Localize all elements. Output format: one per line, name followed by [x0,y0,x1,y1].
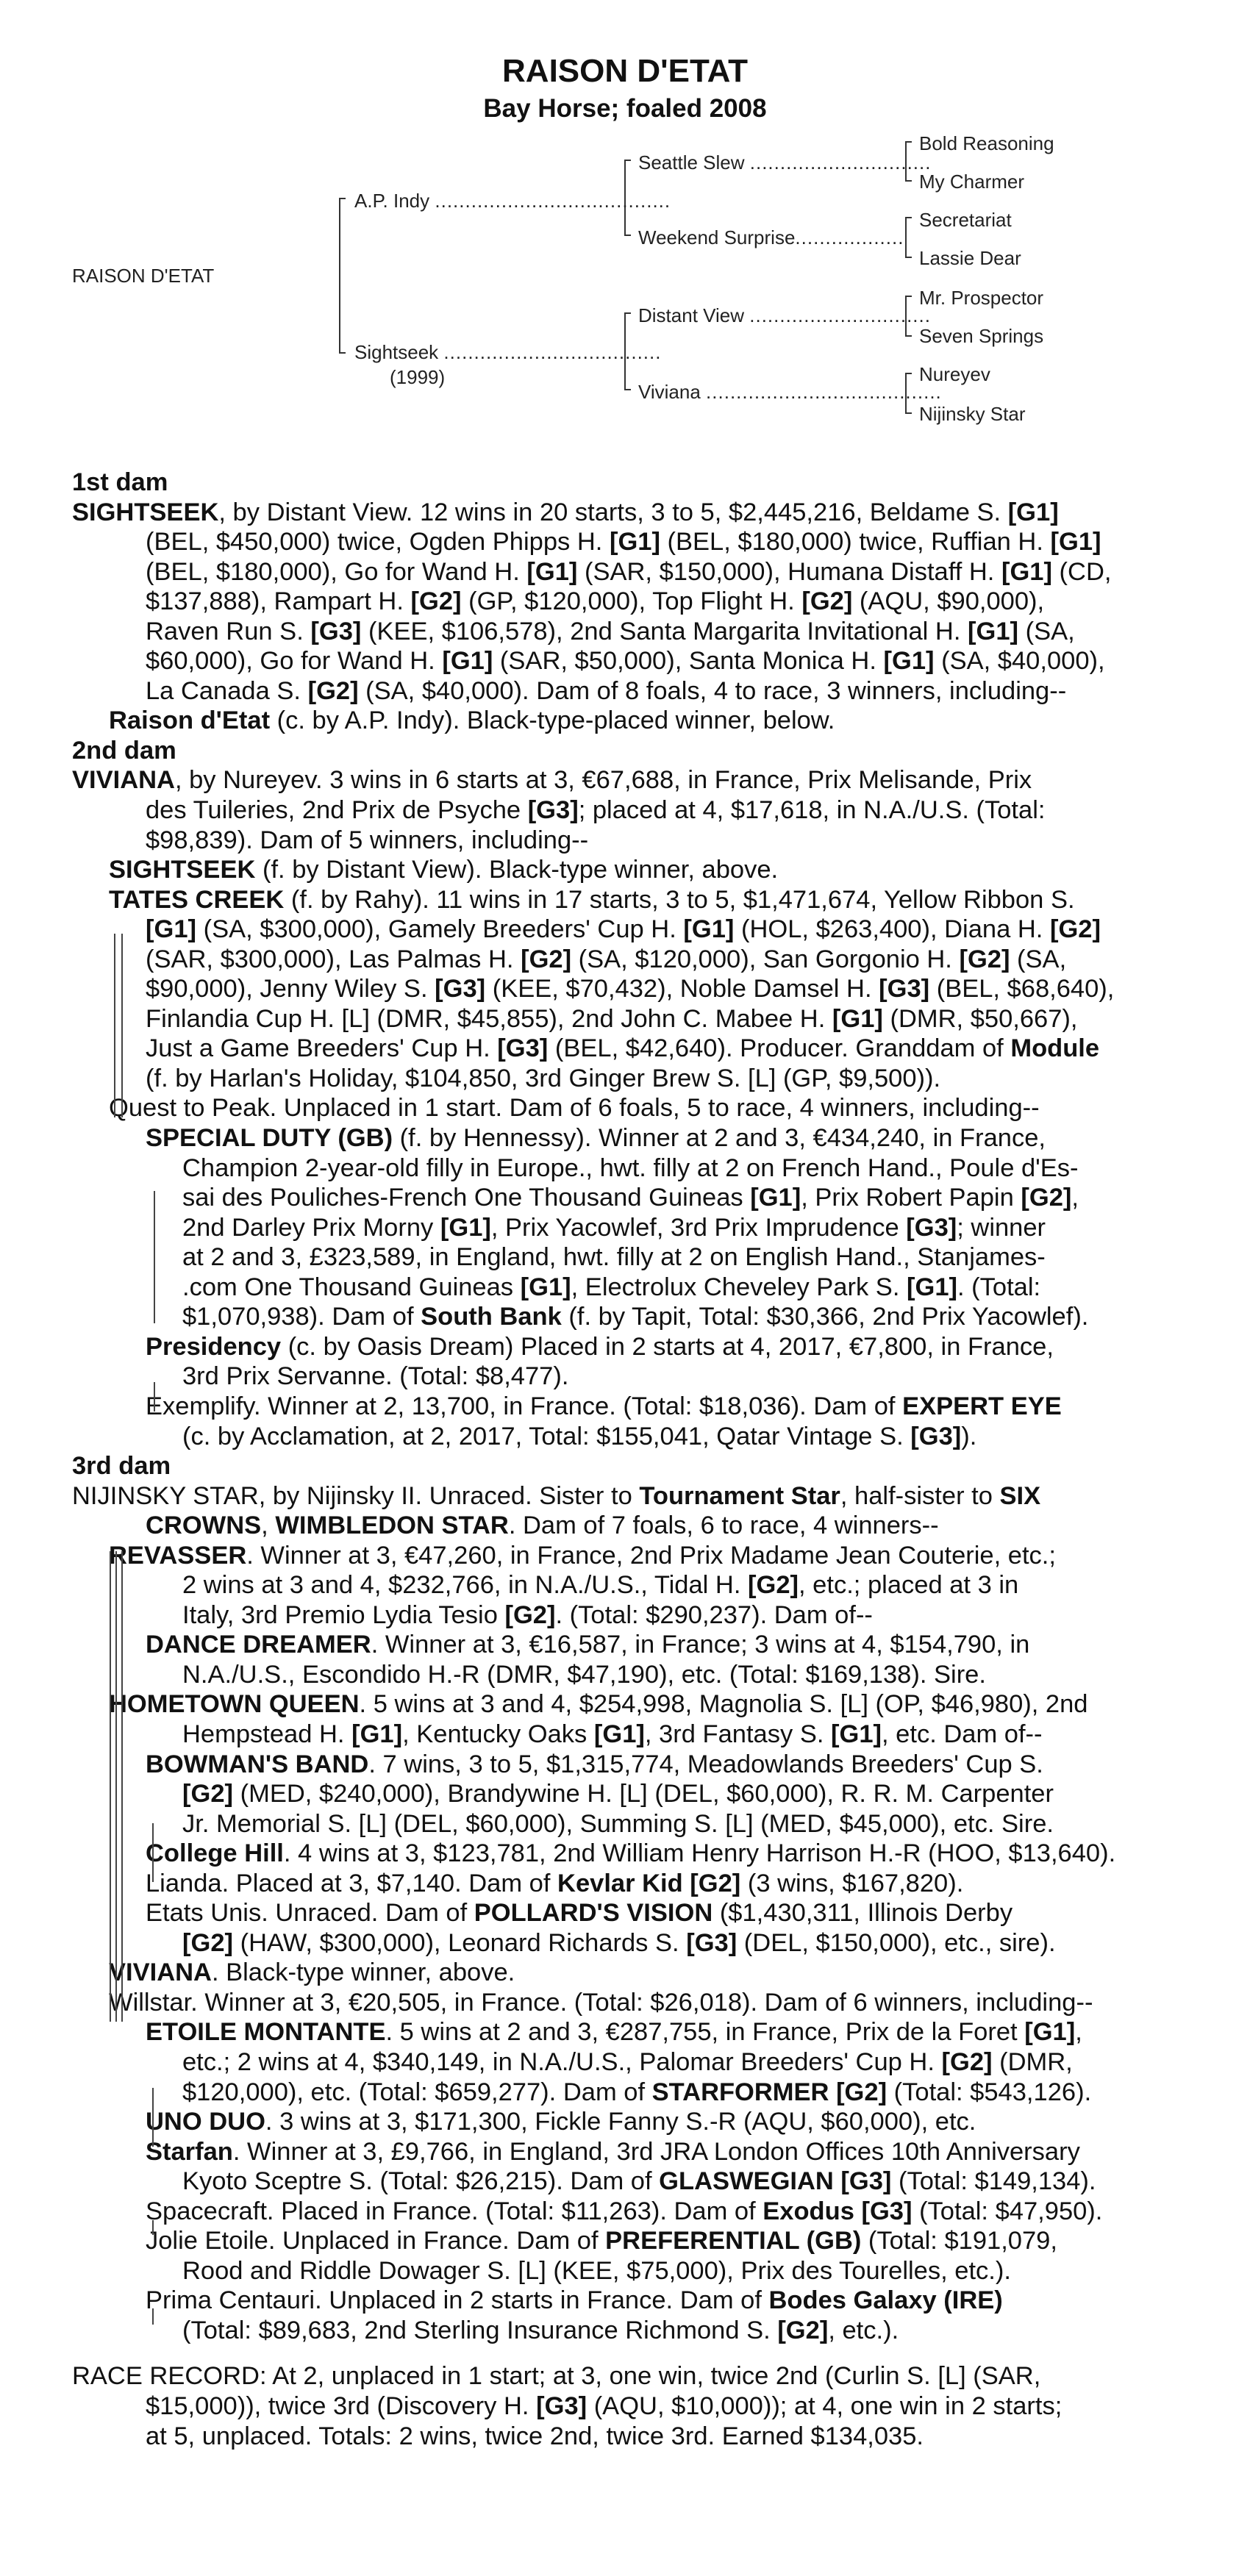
text: .com One Thousand Guineas [182,1273,521,1301]
bold-text: SIX [999,1481,1041,1510]
bold-text: [G1] [520,1273,571,1301]
text-line [72,945,1190,975]
text: (SA, [1010,945,1067,973]
text: , etc.). [828,2316,899,2344]
text: $15,000)), twice 3rd (Discovery H. [146,2392,537,2420]
text-line [72,1183,1190,1213]
text: . 5 wins at 3 and 4, $254,998, Magnolia S. [L] (OP, $46,980), 2nd [359,1690,1088,1719]
text: 2 wins at 3 and 4, $232,766, in N.A./U.S., Tidal H. [182,1571,749,1600]
text: Champion 2-year-old filly in Europe., hwt. filly at 2 on French Hand., Poule d'Es- [182,1153,1079,1182]
text: $120,000), etc. (Total: $659,277). Dam of [182,2078,652,2106]
text-line [72,1660,1190,1690]
bold-text: VIVIANA [109,1958,212,1987]
text: (SA, $120,000), San Gorgonio H. [571,945,960,973]
bold-text: Kevlar Kid [557,1869,683,1897]
pedigree-gen2-1: Seattle Slew .............................. [638,151,932,173]
text: Jr. Memorial S. [L] (DEL, $60,000), Summing S. [L] (MED, $45,000), etc. Sire. [182,1809,1054,1838]
text: $90,000), Jenny Wiley S. [146,975,435,1003]
text-line [72,1302,1190,1332]
bold-text: [G3] [906,1213,957,1242]
text: (c. by Oasis Dream) Placed in 2 starts at 4, 2017, €7,800, in France, [281,1332,1054,1361]
bold-text: [G3] [910,1422,962,1450]
text: $60,000), Go for Wand H. [146,647,443,676]
text: ). [961,1422,977,1450]
text [834,2167,841,2195]
text: (AQU, $90,000), [852,587,1045,616]
text-line [72,1213,1190,1243]
text: (DMR, [992,2047,1073,2076]
text: $137,888), Rampart H. [146,587,411,616]
bold-text: [G1] [907,1273,957,1301]
text: Prima Centauri. Unplaced in 2 starts in France. Dam of [146,2286,769,2315]
text: Raven Run S. [146,617,311,645]
text: (HOL, $263,400), Diana H. [734,915,1050,944]
text: (BEL, $180,000) twice, Ruffian H. [660,528,1051,557]
text-line [72,1720,1190,1750]
pedigree-gen3-1: Bold Reasoning [919,132,1054,154]
text: 2nd Darley Prix Morny [182,1213,440,1242]
bold-text: [G2] [777,2316,829,2344]
text: NIJINSKY STAR, by Nijinsky II. Unraced. Sister to [72,1481,640,1510]
text-line [72,2107,1190,2137]
bold-text: [G2] [748,1571,799,1600]
bold-text: CROWNS [146,1511,262,1540]
text-line [72,855,1190,885]
text: (CD, [1051,557,1112,586]
bold-text: [G1] [526,557,578,586]
text-line [72,2017,1190,2047]
text: (BEL, $180,000), Go for Wand H. [146,557,527,586]
pedigree-gen3-8: Nijinsky Star [919,403,1026,425]
bold-text: [G1] [351,1720,403,1748]
text: . 7 wins, 3 to 5, $1,315,774, Meadowlands Breeders' Cup S. [368,1750,1043,1778]
text: ; placed at 4, $17,618, in N.A./U.S. (Total: [578,796,1046,825]
text: (HAW, $300,000), Leonard Richards S. [233,1928,687,1957]
text: ($1,430,311, Illinois Derby [712,1899,1013,1928]
pedigree-dam-year: (1999) [390,366,446,388]
bold-text: [G2] [307,676,359,705]
text: Quest to Peak. Unplaced in 1 start. Dam of 6 foals, 5 to race, 4 winners, including-- [109,1094,1040,1123]
pedigree-gen3-3: Secretariat [919,209,1012,231]
bold-text: [G2] [521,945,572,973]
bold-text: 3rd dam [72,1452,171,1481]
text-line [72,2197,1190,2227]
bold-text: [G2] [1049,915,1101,944]
text: (Total: $89,683, 2nd Sterling Insurance Richmond S. [182,2316,778,2344]
text: , etc. Dam of-- [882,1720,1043,1748]
bold-text: [G3] [861,2197,913,2225]
text: . 3 wins at 3, $171,300, Fickle Fanny S.-R (AQU, $60,000), etc. [265,2108,976,2136]
text-line [72,1153,1190,1184]
bold-text: [G1] [831,1720,882,1748]
text: Etats Unis. Unraced. Dam of [146,1899,474,1928]
bold-text: [G1] [442,647,493,676]
section-heading [72,468,1190,498]
text: (BEL, $42,640). Producer. Granddam of [548,1034,1011,1063]
text: (3 wins, $167,820). [740,1869,964,1897]
text: La Canada S. [146,676,308,705]
text-line [72,617,1190,647]
text: (Total: $543,126). [887,2078,1092,2106]
text: Spacecraft. Placed in France. (Total: $11,263). Dam of [146,2197,763,2225]
text: (DMR, $50,667), [882,1004,1078,1033]
text: etc.; 2 wins at 4, $340,149, in N.A./U.S., Palomar Breeders' Cup H. [182,2047,942,2076]
bold-text: [G2] [182,1780,233,1808]
bold-text: [G3] [536,2392,588,2420]
text-line [72,795,1190,826]
bold-text: EXPERT EYE [902,1392,1062,1420]
text-line [72,1689,1190,1720]
text: N.A./U.S., Escondido H.-R (DMR, $47,190), etc. (Total: $169,138). Sire. [182,1660,986,1689]
text: , 3rd Fantasy S. [644,1720,831,1748]
text: (Total: $191,079, [861,2227,1057,2255]
text: (SA, [1018,617,1075,645]
bold-text: 2nd dam [72,736,176,765]
text-line [72,1779,1190,1809]
pedigree-dam: Sightseek .................................... [354,341,662,363]
text-line [72,915,1190,945]
text-line [72,1481,1190,1511]
bold-text: [G3] [527,796,579,825]
text: . Winner at 3, £9,766, in England, 3rd JRA London Offices 10th Anniversary [232,2137,1080,2166]
text-line [72,1064,1190,1094]
text-line [72,527,1190,557]
text [829,2078,836,2106]
text: (AQU, $10,000)); at 4, one win in 2 starts; [587,2392,1062,2420]
text: . Dam of 7 foals, 6 to race, 4 winners-- [508,1511,939,1540]
text: . (Total: $290,237). Dam of-- [555,1600,873,1629]
text-line [72,765,1190,795]
bold-text: [G3] [497,1034,549,1063]
text: (SA, $40,000). Dam of 8 foals, 4 to race, 3 winners, including-- [358,676,1067,705]
text: (GP, $120,000), Top Flight H. [461,587,802,616]
pedigree-subject: RAISON D'ETAT [72,265,215,287]
text: $98,839). Dam of 5 winners, including-- [146,826,589,854]
text-line [72,2391,1190,2422]
bold-text: South Bank [421,1303,562,1331]
bold-text: SIGHTSEEK [109,856,256,884]
text: (f. by Harlan's Holiday, $104,850, 3rd Ginger Brew S. [L] (GP, $9,500)). [146,1064,941,1092]
text: des Tuileries, 2nd Prix de Psyche [146,796,528,825]
bold-text: [G1] [440,1213,491,1242]
text: , Kentucky Oaks [402,1720,594,1748]
text: , [1071,1184,1079,1212]
text-line [72,557,1190,587]
text: (SAR, $300,000), Las Palmas H. [146,945,521,973]
bold-text: 1st dam [72,468,168,496]
bold-text: [G1] [593,1720,645,1748]
text: ; winner [957,1213,1046,1242]
bold-text: Bodes Galaxy (IRE) [768,2286,1003,2315]
text-line [72,2256,1190,2286]
bold-text: [G1] [146,915,196,944]
bold-text: [G1] [609,528,660,557]
bold-text: DANCE DREAMER [146,1631,371,1659]
text: , Prix Robert Papin [801,1184,1021,1212]
bold-text: [G2] [959,945,1010,973]
pedigree-gen3-5: Mr. Prospector [919,287,1044,309]
bold-text: VIVIANA [72,766,175,795]
text: , Electrolux Cheveley Park S. [571,1273,907,1301]
bold-text: Exodus [762,2197,854,2225]
text: . Winner at 3, €16,587, in France; 3 wins at 4, $154,790, in [371,1631,1030,1659]
text: RACE RECORD: At 2, unplaced in 1 start; at 3, one win, twice 2nd (Curlin S. [L] (SAR, [72,2362,1041,2391]
bold-text: College Hill [146,1839,284,1868]
text: (f. by Distant View). Black-type winner, above. [255,856,779,884]
text-line [72,1750,1190,1780]
pedigree-gen2-2: Weekend Surprise.................. [638,226,904,248]
text-line [72,1332,1190,1362]
text: , etc.; placed at 3 in [799,1571,1019,1600]
text: Hempstead H. [182,1720,352,1748]
text [683,1870,690,1897]
bold-text: [G1] [683,915,735,944]
text: (DEL, $150,000), etc., sire). [737,1928,1056,1957]
text-line [72,1928,1190,1958]
bold-text: SPECIAL DUTY (GB) [146,1124,393,1153]
text-line [72,498,1190,528]
bold-text: [G1] [1007,498,1059,526]
bold-text: [G1] [1001,557,1052,586]
text: . (Total: [957,1273,1041,1301]
text: 3rd Prix Servanne. (Total: $8,477). [182,1362,569,1391]
section-heading [72,736,1190,766]
text-line [72,1541,1190,1571]
text-line [72,1123,1190,1153]
text: . 5 wins at 2 and 3, €287,755, in France, Prix de la Foret [385,2018,1025,2047]
text-line [72,676,1190,706]
text-line [72,1362,1190,1392]
bold-text: [G2] [504,1600,556,1629]
text: . Black-type winner, above. [211,1958,515,1987]
text: (BEL, $68,640), [929,975,1115,1003]
bold-text: POLLARD'S VISION [474,1899,713,1928]
bold-text: [G1] [968,617,1019,645]
text-line [72,885,1190,915]
text-line [72,1242,1190,1273]
pedigree-gen3-6: Seven Springs [919,325,1044,347]
bold-text: [G3] [840,2167,892,2196]
text-line [72,826,1190,856]
text: , [261,1511,276,1540]
pedigree-gen3-7: Nureyev [919,363,990,385]
bold-text: [G1] [1024,2018,1076,2047]
text: . 4 wins at 3, $123,781, 2nd William Henry Harrison H.-R (HOO, $13,640). [283,1839,1116,1868]
text-line [72,1422,1190,1452]
bold-text: Module [1010,1034,1100,1063]
text-line [72,646,1190,676]
bold-text: STARFORMER [651,2078,829,2106]
bold-text: UNO DUO [146,2108,265,2136]
bold-text: TATES CREEK [109,885,285,914]
bold-text: [G2] [836,2078,888,2106]
pedigree-sire: A.P. Indy ....................................... [354,190,671,212]
text-line [72,1600,1190,1631]
text: (c. by A.P. Indy). Black-type-placed winner, below. [270,706,835,735]
bold-text: [G1] [1050,528,1101,557]
bold-text: Presidency [146,1332,282,1361]
text-line [72,706,1190,736]
bold-text: [G2] [1021,1184,1072,1212]
text-line [72,2361,1190,2391]
text: Italy, 3rd Premio Lydia Tesio [182,1600,505,1629]
bold-text: [G2] [941,2047,993,2076]
text-line [72,2167,1190,2197]
bold-text: [G2] [690,1869,741,1897]
text: , by Distant View. 12 wins in 20 starts, 3 to 5, $2,445,216, Beldame S. [218,498,1008,526]
text: (SA, $40,000), [934,647,1105,676]
text: (Total: $149,134). [891,2167,1096,2196]
text-line [72,1273,1190,1303]
bold-text: [G3] [879,975,930,1003]
text: (c. by Acclamation, at 2, 2017, Total: $155,041, Qatar Vintage S. [182,1422,911,1450]
text-line [72,1004,1190,1034]
text-line [72,2078,1190,2108]
pedigree-brackets [0,0,1250,456]
text-line [72,1093,1190,1123]
bold-text: PREFERENTIAL (GB) [605,2227,862,2255]
text: Finlandia Cup H. [L] (DMR, $45,855), 2nd John C. Mabee H. [146,1004,832,1033]
text: , Prix Yacowlef, 3rd Prix Imprudence [490,1213,907,1242]
text: Just a Game Breeders' Cup H. [146,1034,498,1063]
text: (SAR, $50,000), Santa Monica H. [493,647,884,676]
bold-text: [G2] [410,587,462,616]
text: Rood and Riddle Dowager S. [L] (KEE, $75,000), Prix des Tourelles, etc.). [182,2256,1011,2285]
page-subtitle: Bay Horse; foaled 2008 [483,94,767,123]
text-line [72,974,1190,1004]
bold-text: [G3] [310,617,362,645]
text: , [1075,2018,1082,2047]
bold-text: Raison d'Etat [109,706,271,735]
pedigree-gen2-3: Distant View .............................. [638,304,931,326]
text: (Total: $47,950). [912,2197,1103,2225]
text-line [72,1511,1190,1541]
bold-text: ETOILE MONTANTE [146,2018,386,2047]
text-line [72,1570,1190,1600]
bold-text: [G2] [182,1928,233,1957]
text-line [72,1839,1190,1869]
text: Willstar. Winner at 3, €20,505, in France. (Total: $26,018). Dam of 6 winners, including-- [109,1988,1093,2017]
text: (MED, $240,000), Brandywine H. [L] (DEL, $60,000), R. R. M. Carpenter [233,1780,1054,1808]
text: (SA, $300,000), Gamely Breeders' Cup H. [196,915,684,944]
text-line [72,1988,1190,2018]
bold-text: [G1] [832,1004,883,1033]
bold-text: [G1] [883,647,935,676]
bold-text: [G3] [686,1928,738,1957]
catalogue-body [72,468,1190,2451]
text: , by Nureyev. 3 wins in 6 starts at 3, €67,688, in France, Prix Melisande, Prix [174,766,1032,795]
pedigree-gen2-4: Viviana ....................................... [638,381,942,403]
text-line [72,2316,1190,2346]
bold-text: BOWMAN'S BAND [146,1750,369,1778]
text: . Winner at 3, €47,260, in France, 2nd Prix Madame Jean Couterie, etc.; [246,1541,1056,1570]
bold-text: HOMETOWN QUEEN [109,1690,360,1719]
text: (f. by Rahy). 11 wins in 17 starts, 3 to 5, $1,471,674, Yellow Ribbon S. [284,885,1075,914]
pedigree-gen3-4: Lassie Dear [919,247,1021,269]
text: (f. by Tapit, Total: $30,366, 2nd Prix Yacowlef). [561,1303,1089,1331]
bold-text: Tournament Star [639,1481,840,1510]
text-line [72,1958,1190,1988]
bold-text: [G1] [750,1184,801,1212]
text-line [72,2047,1190,2078]
text-line [72,2226,1190,2256]
text: sai des Pouliches-French One Thousand Guineas [182,1184,751,1212]
bold-text: [G3] [435,975,486,1003]
text-line [72,1898,1190,1928]
text-line [72,1034,1190,1064]
text-line [72,1392,1190,1422]
bold-text: REVASSER [109,1541,247,1570]
text: Jolie Etoile. Unplaced in France. Dam of [146,2227,606,2255]
bold-text: GLASWEGIAN [659,2167,834,2196]
bold-text: WIMBLEDON STAR [275,1511,509,1540]
text-line [72,2286,1190,2316]
text: $1,070,938). Dam of [182,1303,421,1331]
text-line [72,2137,1190,2167]
text: at 2 and 3, £323,589, in England, hwt. filly at 2 on English Hand., Stanjames- [182,1243,1046,1272]
text: Kyoto Sceptre S. (Total: $26,215). Dam of [182,2167,660,2196]
text: (KEE, $70,432), Noble Damsel H. [485,975,879,1003]
text: (KEE, $106,578), 2nd Santa Margarita Invitational H. [361,617,968,645]
text: Lianda. Placed at 3, $7,140. Dam of [146,1869,558,1897]
text: Exemplify. Winner at 2, 13,700, in France. (Total: $18,036). Dam of [146,1392,903,1420]
text-line [72,1809,1190,1839]
pedigree-gen3-2: My Charmer [919,171,1025,193]
text-line [72,1630,1190,1660]
text-line [72,1869,1190,1899]
text: (f. by Hennessy). Winner at 2 and 3, €434,240, in France, [393,1124,1046,1153]
text: (BEL, $450,000) twice, Ogden Phipps H. [146,528,610,557]
text: (SAR, $150,000), Humana Distaff H. [577,557,1001,586]
bold-text: [G2] [801,587,853,616]
bold-text: Starfan [146,2137,233,2166]
bold-text: SIGHTSEEK [72,498,219,526]
page-title: RAISON D'ETAT [502,53,748,89]
text-line [72,587,1190,617]
section-heading [72,1451,1190,1481]
text: , half-sister to [840,1481,1000,1510]
text: at 5, unplaced. Totals: 2 wins, twice 2nd, twice 3rd. Earned $134,035. [146,2422,924,2450]
text-line [72,2422,1190,2452]
